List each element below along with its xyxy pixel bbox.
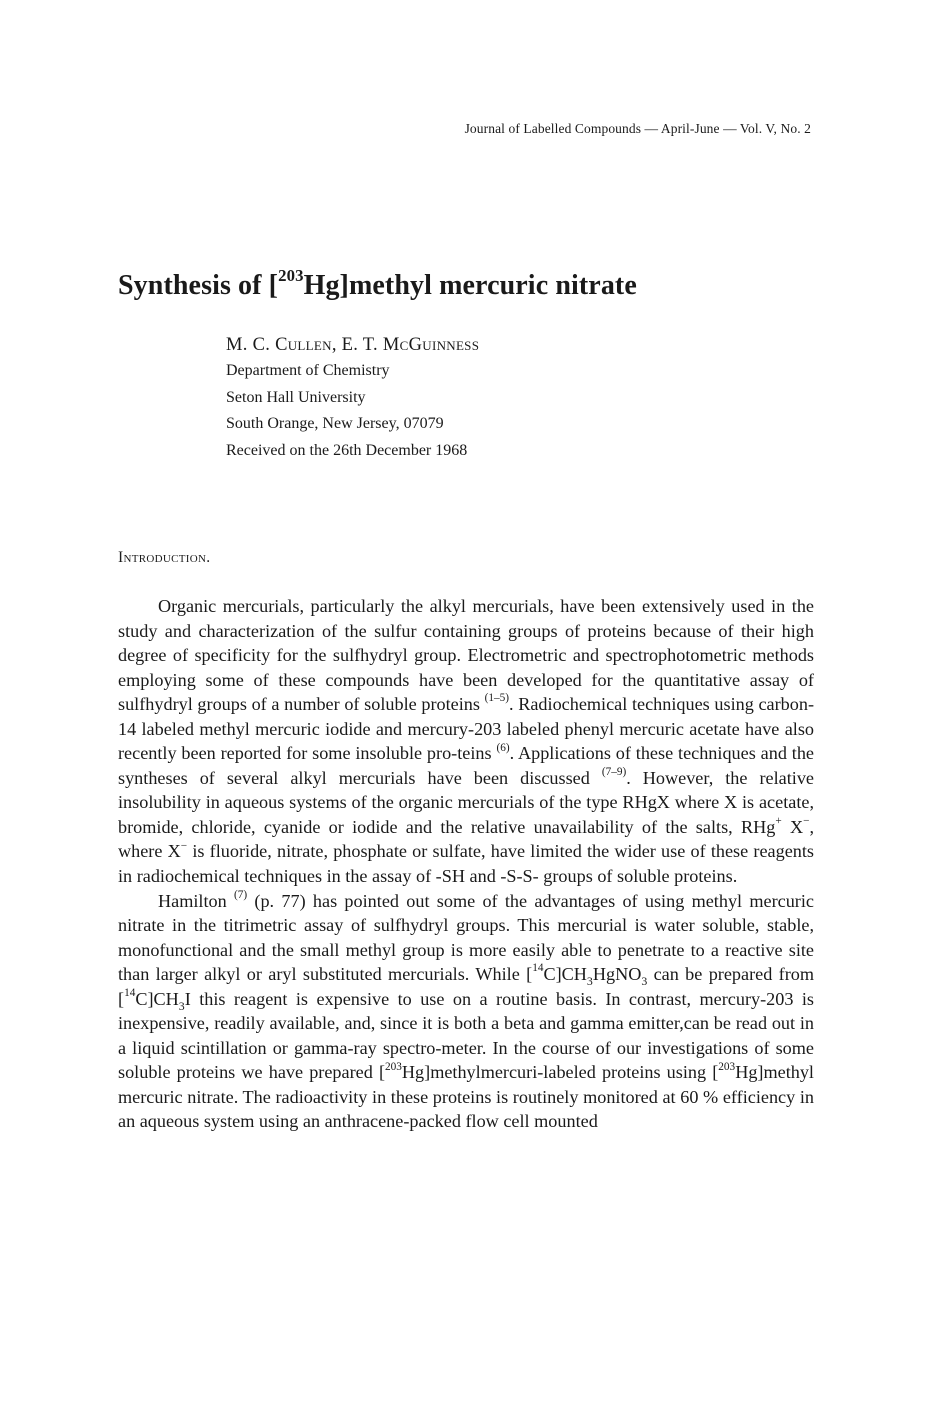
running-head: Journal of Labelled Compounds — April-June — Vol. V, No. 2 [464,121,811,136]
formula-subscript: 3 [178,998,185,1013]
text-run: . Applications of these techniques and the syntheses of several alkyl mercurials have been discussed [118,743,814,788]
isotope-superscript: 203 [718,1060,736,1073]
charge-superscript: + [775,815,782,828]
section-heading-introduction: Introduction. [118,549,211,566]
title-text-end: Hg]methyl mercuric nitrate [303,270,637,301]
citation-ref: (7) [233,888,248,901]
text-run: Organic mercurials, particularly the alkyl mercurials, have been extensively used in the study and characterization of the sulfur containing groups of proteins because of their high degree of specificity for the sulfhydryl group. Electrometric and spectrophotometric methods employing some of these compounds have been developed for the quantitative assay of sulfhydryl groups of a number of soluble proteins [118,596,814,715]
text-run: . Radiochemical techniques using carbon-14 labeled methyl mercuric iodide and mercury-203 labeled phenyl mercuric acetate have also recently been reported for some insoluble pro-teins [118,694,815,764]
article-body [118,594,814,1134]
isotope-superscript: 14 [124,987,136,999]
author-names: M. C. Cullen, E. T. McGuinness [226,335,480,355]
text-run: is fluoride, nitrate, phosphate or sulfate, have limited the wider use of these reagents in radiochemical techniques in the assay of -SH and -S-S- groups of soluble proteins. [118,841,814,887]
text-run: C]CH [135,988,179,1009]
isotope-superscript: 203 [278,266,304,286]
text-run: I this reagent is expensive to use on a routine basis. In contrast, mercury-203 is inexpensive, readily available, and, since it is both a beta and gamma emitter,can be read out in a liquid scintillation or gamma-ray spectro-meter. In the course of our investigations of some soluble proteins we have prepared [ [118,988,814,1083]
text-run: Hg]methyl mercuric nitrate. The radioactivity in these proteins is routinely monitored at 60 % efficiency in an aqueous system using an anthracene-packed flow cell mounted [118,1062,814,1132]
formula-subscript: 3 [586,974,593,989]
isotope-superscript: 14 [532,962,544,975]
text-run: . However, the relative insolubility in aqueous systems of the organic mercurials of the type RHgX where X is acetate, bromide, chloride, cyanide or iodide and the relative unavailability of the salts, RHg [118,767,814,837]
received-date: Received on the 26th December 1968 [226,441,468,459]
citation-ref: (6) [496,741,510,754]
affiliation-location: South Orange, New Jersey, 07079 [226,415,444,432]
article-title [118,266,637,302]
title-text-start: Synthesis of [ [118,270,279,301]
author-block [226,332,479,464]
paragraph-1 [118,594,814,889]
citation-ref: (1–5) [484,692,510,705]
text-run: (p. 77) has pointed out some of the advantages of using methyl mercuric nitrate in the titrimetric assay of sulfhydryl groups. This mercurial is water soluble, stable, monofunctional and the small methyl group is more easily able to penetrate to a reactive site than larger alkyl or aryl substituted mercurials. While [ [118,890,814,985]
text-run: Hg]methylmercuri-labeled proteins using [ [401,1062,719,1083]
text-run: X [781,816,804,837]
text-run: , where X [118,816,814,862]
text-run: C]CH [543,964,587,985]
affiliation-department: Department of Chemistry [226,362,390,379]
isotope-superscript: 203 [385,1060,402,1073]
text-run: can be prepared from [ [118,964,815,1009]
text-run: Hamilton [158,890,234,911]
charge-superscript: − [803,815,810,828]
charge-superscript: − [180,839,188,852]
paragraph-2 [118,889,814,1134]
citation-ref: (7–9) [601,766,627,779]
affiliation-university: Seton Hall University [226,388,366,406]
text-run: HgNO [592,964,642,985]
formula-subscript: 3 [641,974,648,989]
